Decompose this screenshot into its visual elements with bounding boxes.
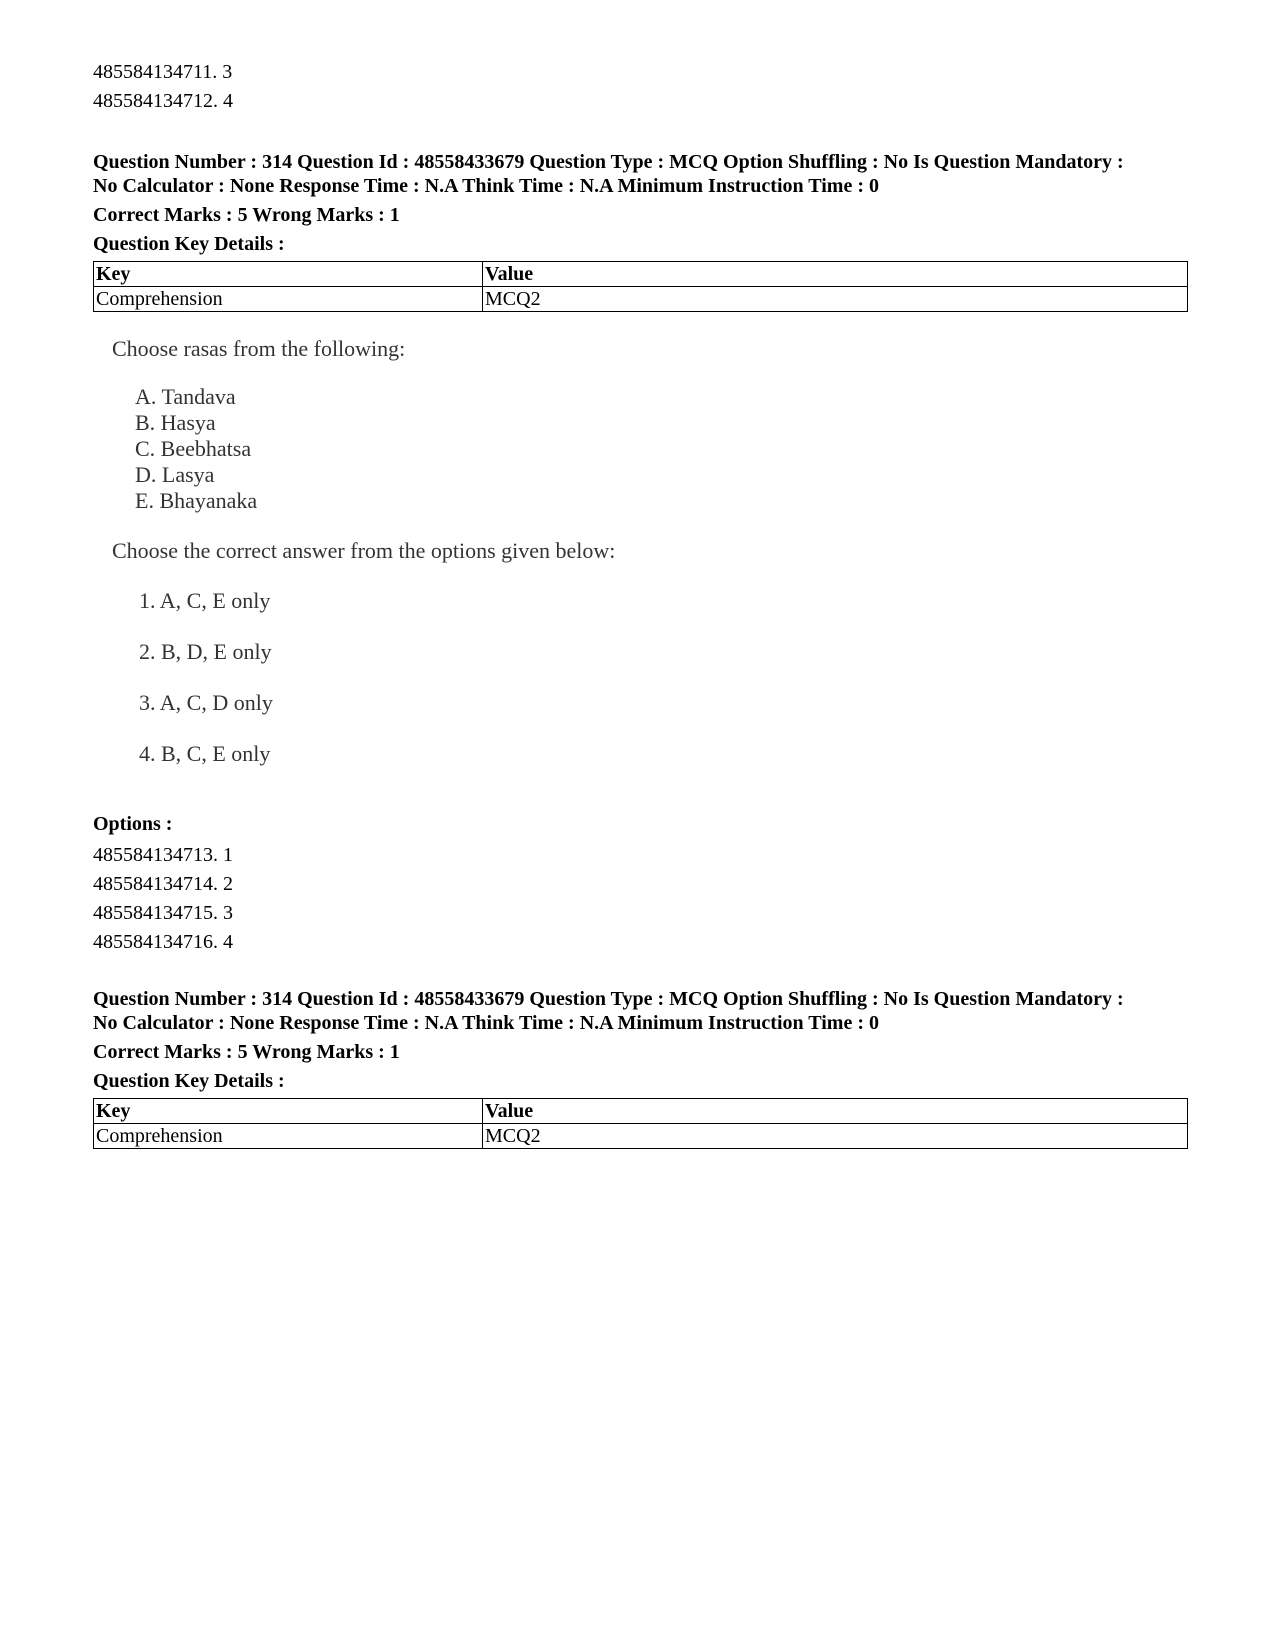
option-line: 485584134715. 3 xyxy=(93,902,233,924)
marks-line: Correct Marks : 5 Wrong Marks : 1 xyxy=(93,204,400,226)
question-block xyxy=(93,987,1188,1149)
answer-choice: 1. A, C, E only xyxy=(139,588,271,613)
option-line: 485584134716. 4 xyxy=(93,931,233,953)
question-stem: Choose rasas from the following: xyxy=(112,336,406,361)
question-header-line1: Question Number : 314 Question Id : 48558433679 Question Type : MCQ Option Shuffling : No Is Question Mandatory : xyxy=(93,988,1124,1010)
option-line: 485584134713. 1 xyxy=(93,844,233,866)
table-header-row xyxy=(94,1099,1188,1124)
answer-choice: 3. A, C, D only xyxy=(139,690,273,715)
table-row xyxy=(94,1124,1188,1149)
options-list xyxy=(93,841,233,957)
table-row xyxy=(94,287,1188,312)
previous-options-list xyxy=(93,58,233,116)
answer-choice: 4. B, C, E only xyxy=(139,741,271,766)
table-header-key: Key xyxy=(94,1099,483,1124)
table-cell-key: Comprehension xyxy=(94,1124,483,1149)
question-image xyxy=(93,336,733,806)
table-cell-key: Comprehension xyxy=(94,287,483,312)
options-label: Options : xyxy=(93,813,173,835)
key-details-table xyxy=(93,261,1188,312)
marks-line: Correct Marks : 5 Wrong Marks : 1 xyxy=(93,1041,400,1063)
table-header-key: Key xyxy=(94,262,483,287)
option-line: 485584134712. 4 xyxy=(93,90,233,112)
answer-choice: 2. B, D, E only xyxy=(139,639,272,664)
table-cell-value: MCQ2 xyxy=(483,1124,1188,1149)
question-item: E. Bhayanaka xyxy=(135,488,258,513)
question-item: C. Beebhatsa xyxy=(135,436,252,461)
question-instruction: Choose the correct answer from the options given below: xyxy=(112,538,616,563)
option-line: 485584134711. 3 xyxy=(93,61,233,83)
table-header-value: Value xyxy=(483,262,1188,287)
key-details-table xyxy=(93,1098,1188,1149)
table-header-value: Value xyxy=(483,1099,1188,1124)
question-item: D. Lasya xyxy=(135,462,215,487)
key-details-label: Question Key Details : xyxy=(93,1070,285,1092)
table-cell-value: MCQ2 xyxy=(483,287,1188,312)
question-header-line2: No Calculator : None Response Time : N.A Think Time : N.A Minimum Instruction Time : 0 xyxy=(93,175,879,197)
question-block xyxy=(93,150,1188,312)
table-header-row xyxy=(94,262,1188,287)
question-header-line2: No Calculator : None Response Time : N.A Think Time : N.A Minimum Instruction Time : 0 xyxy=(93,1012,879,1034)
option-line: 485584134714. 2 xyxy=(93,873,233,895)
key-details-label: Question Key Details : xyxy=(93,233,285,255)
question-item: A. Tandava xyxy=(135,384,236,409)
question-item: B. Hasya xyxy=(135,410,216,435)
question-header-line1: Question Number : 314 Question Id : 48558433679 Question Type : MCQ Option Shuffling : No Is Question Mandatory : xyxy=(93,151,1124,173)
